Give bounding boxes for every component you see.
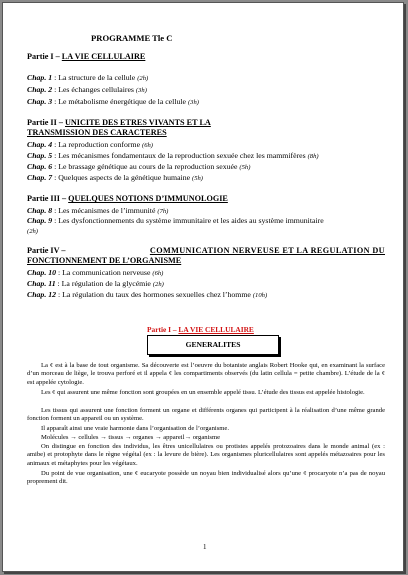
chapter-9-duration: (2h) xyxy=(27,228,38,235)
part-1-heading xyxy=(27,52,145,61)
chapter-7: Chap. 7 : Quelques aspects de la génétique humaine (5h) xyxy=(27,173,204,182)
body-paragraph-4: Il apparaît ainsi une vraie harmonie dans l’organisation de l’organisme. xyxy=(41,425,229,432)
chapter-3: Chap. 3 : Le métabolisme énergétique de la cellule (3h) xyxy=(27,97,199,106)
part-4-heading-line2 xyxy=(27,256,181,265)
part-3-heading xyxy=(27,194,228,203)
part-4-label: Partie IV – xyxy=(27,246,66,255)
document-page xyxy=(2,2,404,572)
chapter-8: Chap. 8 : Les mécanismes de l’immunité (7h) xyxy=(27,206,169,215)
body-paragraph-6: On distingue en fonction des individus, les êtres unicellulaires ou protistes appelés protozoaires dans le monde animal (ex : amibe) et protophyte dans le règne végétal (ex : la levure de bière). Les organismes pluricellulaires sont appelés métazoaires pour les animaux et métaphytes pour les végétaux. xyxy=(27,443,385,467)
chapter-12: Chap. 12 : La régulation du taux des hormones sexuelles chez l’homme (10h) xyxy=(27,290,268,299)
chapter-5: Chap. 5 : Les mécanismes fondamentaux de la reproduction sexuée chez les mammifères (8h) xyxy=(27,151,319,160)
chapter-6: Chap. 6 : Le brassage génétique au cours de la reproduction sexuée (5h) xyxy=(27,162,251,171)
part-2-title-line2: TRANSMISSION DES CARACTERES xyxy=(27,128,167,137)
body-paragraph-5: Molécules → cellules → tissus → organes → appareil→ organisme xyxy=(41,434,221,441)
chapter-2: Chap. 2 : Les échanges cellulaires (3h) xyxy=(27,85,147,94)
part-2-heading xyxy=(27,118,211,127)
part-1-title: LA VIE CELLULAIRE xyxy=(61,52,146,61)
chapter-11: Chap. 11 : La régulation de la glycémie (2h) xyxy=(27,279,164,288)
document-title: PROGRAMME Tle C xyxy=(91,33,173,43)
part-3-label: Partie III – xyxy=(27,194,67,203)
section-heading xyxy=(147,325,254,334)
chapter-9: Chap. 9 : Les dysfonctionnements du système immunitaire et les aides au système immunitaire xyxy=(27,216,324,225)
chapter-1: Chap. 1 : La structure de la cellule (2h) xyxy=(27,73,149,82)
body-paragraph-7: Du point de vue organisation, une ¢ eucaryote possède un noyau bien individualisé alors qu’une ¢ procaryote n’a pas de noyau proprement dit. xyxy=(27,470,385,486)
part-4-heading xyxy=(27,246,385,255)
part-4-title-line1: COMMUNICATION NERVEUSE ET LA REGULATION DU xyxy=(149,246,385,255)
part-4-title-line2: FONCTIONNEMENT DE L’ORGANISME xyxy=(27,256,182,265)
part-3-title: QUELQUES NOTIONS D’IMMUNOLOGIE xyxy=(68,194,228,203)
part-2-title-line1: UNICITE DES ETRES VIVANTS ET LA xyxy=(64,118,211,127)
section-title: LA VIE CELLULAIRE xyxy=(178,325,254,334)
generalites-header-box: GENERALITES xyxy=(147,335,279,355)
part-2-label: Partie II – xyxy=(27,118,63,127)
section-label: Partie I – xyxy=(147,325,177,334)
body-paragraph-1: La ¢ est à la base de tout organisme. Sa découverte est l’oeuvre du botaniste anglais Robert Hooke qui, en examinant la surface d’un morceau de liège, le trouva perforé et il appela ¢ les compartiments observés (du latin cellula = petite chambre). L’étude de la ¢ est appelée cytologie. xyxy=(27,362,385,386)
part-1-label: Partie I – xyxy=(27,52,60,61)
part-2-heading-line2 xyxy=(27,128,167,137)
chapter-10: Chap. 10 : La communication nerveuse (6h) xyxy=(27,268,164,277)
page-number: 1 xyxy=(203,543,207,551)
body-paragraph-3: Les tissus qui assurent une fonction forment un organe et différents organes qui participent à la réalisation d’une même grande fonction forment un appareil ou un système. xyxy=(27,407,385,423)
body-paragraph-2: Les ¢ qui assurent une même fonction sont groupées en un ensemble appelé tissu. L’étude des tissus est appelée histologie. xyxy=(41,389,365,396)
chapter-4: Chap. 4 : La reproduction conforme (6h) xyxy=(27,140,153,149)
